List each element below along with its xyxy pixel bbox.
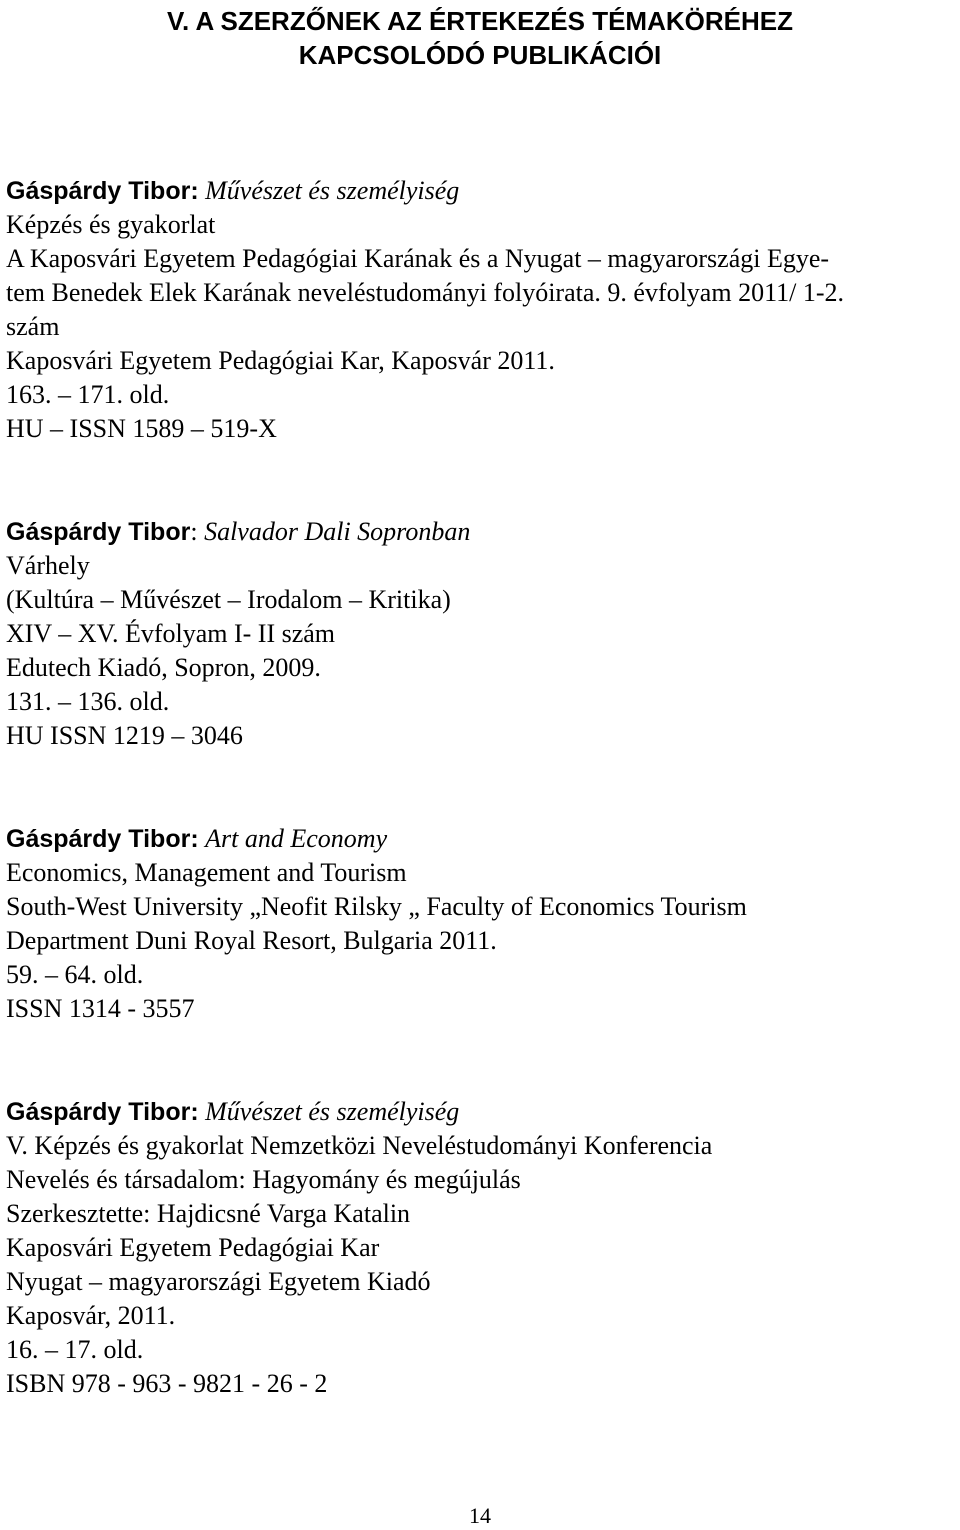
entry-author: Gáspárdy Tibor:	[6, 1098, 199, 1126]
entry-author-suffix: :	[190, 517, 205, 546]
page-number: 14	[469, 1503, 491, 1528]
entry-line: tem Benedek Elek Karának neveléstudományi folyóirata. 9. évfolyam 2011/ 1-2.	[6, 278, 844, 307]
entry-line: 131. – 136. old.	[6, 687, 170, 716]
entry-author: Gáspárdy Tibor:	[6, 177, 199, 205]
entry-line: A Kaposvári Egyetem Pedagógiai Karának és a Nyugat – magyarországi Egye-	[6, 244, 830, 273]
entry-header	[6, 822, 956, 856]
entry-line: szám	[6, 312, 60, 341]
entry-line: HU ISSN 1219 – 3046	[6, 721, 243, 750]
publication-entry-4	[6, 1095, 956, 1401]
entry-line: (Kultúra – Művészet – Irodalom – Kritika)	[6, 585, 451, 614]
entry-line: 16. – 17. old.	[6, 1335, 144, 1364]
entry-line: XIV – XV. Évfolyam I- II szám	[6, 619, 336, 648]
entry-line: Nyugat – magyarországi Egyetem Kiadó	[6, 1267, 431, 1296]
entry-title: Art and Economy	[205, 824, 388, 853]
entry-line: Képzés és gyakorlat	[6, 210, 216, 239]
publication-entry-3	[6, 822, 956, 1026]
entry-author: Gáspárdy Tibor	[6, 518, 191, 546]
section-title-line-1: V. A SZERZŐNEK AZ ÉRTEKEZÉS TÉMAKÖRÉHEZ	[167, 6, 793, 36]
entry-line: ISBN 978 - 963 - 9821 - 26 - 2	[6, 1369, 328, 1398]
entry-line: South-West University „Neofit Rilsky „ Faculty of Economics Tourism	[6, 892, 747, 921]
entry-line: HU – ISSN 1589 – 519-X	[6, 414, 277, 443]
entry-line: Szerkesztette: Hajdicsné Varga Katalin	[6, 1199, 411, 1228]
entry-title: Művészet és személyiség	[205, 1097, 460, 1126]
entry-line: Department Duni Royal Resort, Bulgaria 2011.	[6, 926, 497, 955]
entry-line: 163. – 171. old.	[6, 380, 170, 409]
entry-line: Kaposvári Egyetem Pedagógiai Kar	[6, 1233, 380, 1262]
section-title-line-2: KAPCSOLÓDÓ PUBLIKÁCIÓI	[298, 40, 662, 70]
entry-line: Nevelés és társadalom: Hagyomány és megújulás	[6, 1165, 521, 1194]
entry-line: ISSN 1314 - 3557	[6, 994, 195, 1023]
entry-line: Edutech Kiadó, Sopron, 2009.	[6, 653, 321, 682]
entry-title: Salvador Dali Sopronban	[204, 517, 471, 546]
entry-line: Economics, Management and Tourism	[6, 858, 407, 887]
entry-title: Művészet és személyiség	[205, 176, 460, 205]
entry-line: Kaposvár, 2011.	[6, 1301, 176, 1330]
entry-line: 59. – 64. old.	[6, 960, 144, 989]
entry-line: Kaposvári Egyetem Pedagógiai Kar, Kaposvár 2011.	[6, 346, 555, 375]
publication-entry-1	[6, 174, 956, 446]
publication-entry-2	[6, 515, 956, 753]
entry-header	[6, 1095, 956, 1129]
entry-header	[6, 515, 956, 549]
entry-header	[6, 174, 956, 208]
entry-line: V. Képzés és gyakorlat Nemzetközi Neveléstudományi Konferencia	[6, 1131, 713, 1160]
entry-author: Gáspárdy Tibor:	[6, 825, 199, 853]
entry-line: Várhely	[6, 551, 90, 580]
